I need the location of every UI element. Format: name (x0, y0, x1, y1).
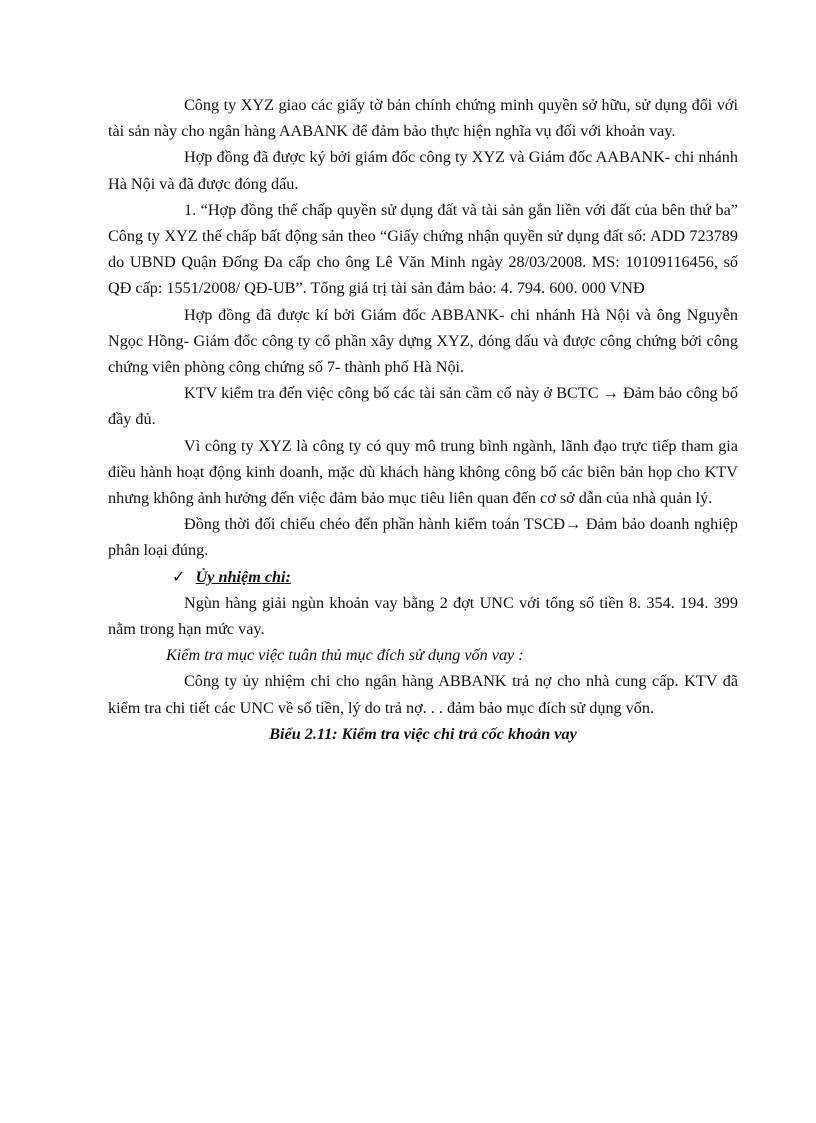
paragraph-mortgage-contract: 1. “Hợp đồng thế chấp quyền sử dụng đất và tài sản gắn liền với đất của bên thứ ba” Công ty XYZ thế chấp bất động sản theo “Giấy chứng nhận quyền sử dụng đất số: ADD 723789 do UBND Quận Đống Đa cấp cho ông Lê Văn Minh ngày 28/03/2008. MS: 10109116456, số QĐ cấp: 1551/2008/ QĐ-UB”. Tổng giá trị tài sản đảm bảo: 4. 794. 600. 000 VNĐ (108, 200, 738, 298)
figure-caption: Biểu 2.11: Kiểm tra việc chi trả cốc khoản vay (269, 724, 577, 743)
paragraph-company-scale: Vì công ty XYZ là công ty có quy mô trung bình ngành, lãnh đạo trực tiếp tham gia điều hành hoạt động kinh doanh, mặc dù khách hàng không công bố các biên bản họp cho KTV nhưng không ảnh hưởng đến việc đảm bảo mục tiêu liên quan đến cơ sở dẫn của nhà quản lý. (108, 436, 738, 508)
paragraph-disbursement: Ngùn hàng giải ngùn khoản vay bằng 2 đợt UNC với tổng số tiền 8. 354. 194. 399 nằm trong hạn mức vay. (108, 593, 738, 639)
paragraph-cross-check: Đồng thời đối chiếu chéo đến phần hành kiểm toán TSCĐ→ Đảm bảo doanh nghiệp phân loại đúng. (108, 515, 738, 560)
heading-payment-order (108, 564, 738, 590)
paragraph-contract-signed: Hợp đồng đã được ký bởi giám đốc công ty XYZ và Giám đốc AABANK- chi nhánh Hà Nội và đã được đóng dấu. (108, 148, 738, 193)
paragraph-ktv-disclosure: KTV kiểm tra đến việc công bố các tài sản cầm cố này ở BCTC → Đảm bảo công bố đầy đủ. (108, 384, 738, 429)
paragraph-collateral-documents: Công ty XYZ giao các giấy tờ bản chính chứng minh quyền sở hữu, sử dụng đối với tài sản này cho ngân hàng AABANK để đảm bảo thực hiện nghĩa vụ đối với khoản vay. (108, 96, 738, 141)
document-body (108, 92, 738, 747)
heading-payment-order-label: Ủy nhiệm chi: (195, 567, 291, 586)
checkmark-icon: ✓ (172, 567, 186, 586)
subheading-purpose-check: Kiểm tra mục việc tuân thủ mục đích sử dụng vốn vay : (166, 646, 524, 665)
paragraph-supplier-payment: Công ty ủy nhiệm chi cho ngân hàng ABBANK trả nợ cho nhà cung cấp. KTV đã kiểm tra chi tiết các UNC về số tiền, lý do trả nợ. . . đảm bảo mục đích sử dụng vốn. (108, 672, 738, 717)
paragraph-contract-notarized: Hợp đồng đã được kí bởi Giám đốc ABBANK- chi nhánh Hà Nội và ông Nguyễn Ngọc Hồng- Giám đốc công ty cổ phần xây dựng XYZ, đóng dấu và được công chứng bởi công chứng viên phòng công chứng số 7- thành phố Hà Nội. (108, 305, 738, 377)
